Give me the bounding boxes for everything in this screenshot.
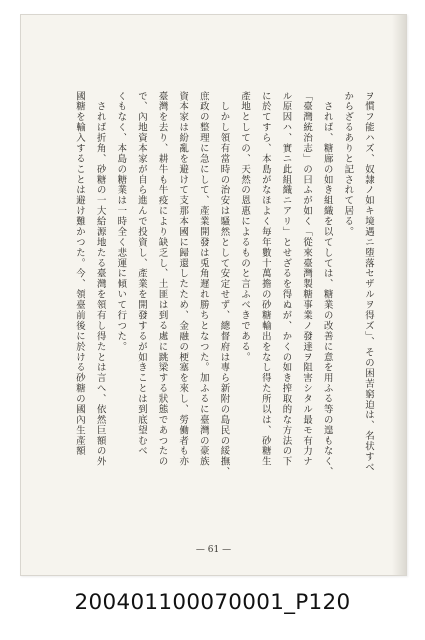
text-line: 國糖を輸入することは避け難かつた。今、領臺前後に於ける砂糖の國內生產額 [74,91,85,457]
image-caption: 200401100070001_P120 [74,590,351,615]
text-line: 「臺灣統治志」の曰ふが如く「從來臺灣製糖事業ノ發達ヲ阻害シタル最モ有力ナ [301,91,313,467]
text-line: 資本家は紛亂を避けて支那本國に歸還したため、金融の梗塞を來し、勞働者も亦 [177,91,189,467]
text-line: されば、糖廍の如き組織を以てしては、糖業の改善に意を用ふる等の遑もなく、 [321,91,333,478]
document-page [20,14,407,576]
text-line: 產地としての、天然の恩惠によるものと言ふべきである。 [239,91,251,363]
binding-gutter [392,15,406,575]
text-line: ル原因ハ、實ニ此組織ニアリ」とせざるを得ぬが、かくの如き搾取的な方法の下 [280,91,292,467]
text-line: されば折角、砂糖の一大給源地たる臺灣を領有し得たとは言へ、依然巨額の外 [94,91,106,467]
text-line: しかし領有當時の治安は騷然として安定せず、總督府は專ら新附の島民の綏撫、 [218,91,230,478]
text-line: くもなく、本島の糖業は一時全く悲運に傾いて行つた。 [115,91,127,352]
text-line: 庶政の整理に急にして、產業開發は兎角遲れ勝ちとなつた。加ふるに臺灣の豪族 [197,91,209,467]
body-text [73,91,375,519]
text-line: からざるありと記されて居る。 [342,91,354,238]
text-line: ヲ慣フ能ハズ、奴隷ノ如キ境遇ニ堕落セザルヲ得ズ」、その困苦窮迫は、名状すべ [362,91,374,473]
page-number: — 61 — [195,545,232,555]
text-line: で、內地資本家が自ら進んで投資し、產業を開發するが如きことは到底望むべ [135,91,147,457]
text-line: に於てすら、本島がなほよく毎年數十萬擔の砂糖輸出をなし得た所以は、砂糖生 [259,91,271,467]
text-line: 臺灣を去り、耕牛も牛疫により缺乏し、土匪は到る處に跳梁する狀態であつたの [156,91,168,467]
